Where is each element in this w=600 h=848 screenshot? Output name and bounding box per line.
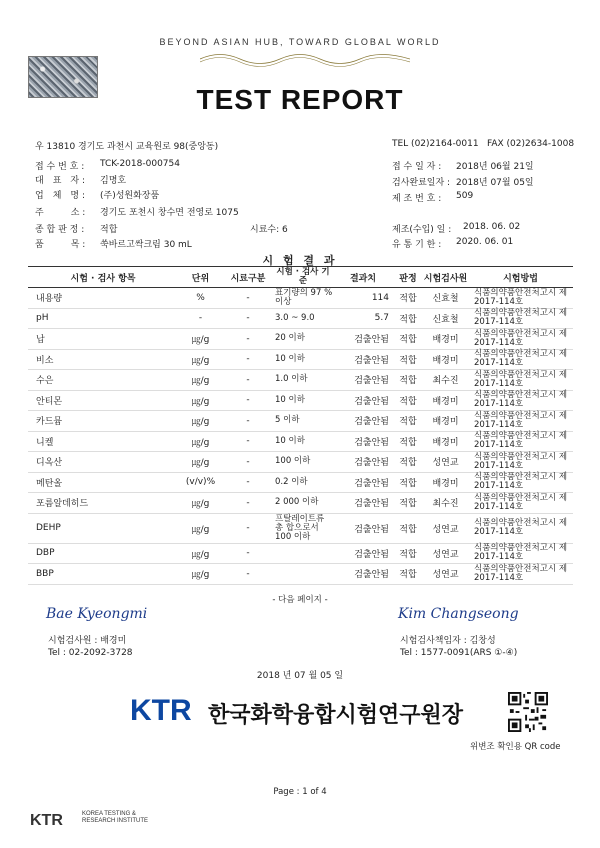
result-method: 식품의약품안전처고시 제2017-114호 <box>468 411 573 432</box>
result-unit: ㎍/g <box>178 349 223 370</box>
result-tester: 성연교 <box>423 452 468 473</box>
result-tester: 성연교 <box>423 513 468 543</box>
mfg-no-value: 509 <box>456 191 474 201</box>
institute-name: 한국화학융합시험연구원장 <box>208 703 464 728</box>
address-label: 주 소 : <box>35 208 86 218</box>
result-unit: ㎍/g <box>178 370 223 391</box>
result-unit: ㎍/g <box>178 390 223 411</box>
result-value: 검출안됨 <box>333 431 393 452</box>
product-label: 품 목 : <box>35 240 86 250</box>
result-method: 식품의약품안전처고시 제2017-114호 <box>468 288 573 309</box>
result-standard: 2 000 이하 <box>273 493 333 514</box>
page-number: Page : 1 of 4 <box>273 787 327 797</box>
judge-value: 적합 <box>100 225 118 235</box>
result-method: 식품의약품안전처고시 제2017-114호 <box>468 513 573 543</box>
result-judge: 적합 <box>393 452 423 473</box>
result-method: 식품의약품안전처고시 제2017-114호 <box>468 452 573 473</box>
result-tester: 배경미 <box>423 390 468 411</box>
qr-code-icon <box>508 692 548 732</box>
result-standard: 3.0 ~ 9.0 <box>273 308 333 329</box>
result-judge: 적합 <box>393 288 423 309</box>
result-judge: 적합 <box>393 493 423 514</box>
result-method: 식품의약품안전처고시 제2017-114호 <box>468 390 573 411</box>
result-value: 검출안됨 <box>333 349 393 370</box>
result-method: 식품의약품안전처고시 제2017-114호 <box>468 370 573 391</box>
table-row <box>28 513 573 543</box>
result-tester: 배경미 <box>423 472 468 493</box>
footer-ktr-logo: KTR <box>30 812 63 829</box>
table-row <box>28 431 573 452</box>
next-page-note: - 다음 페이지 - <box>272 595 328 605</box>
company-label: 업 체 명 : <box>35 191 85 201</box>
result-value: 검출안됨 <box>333 493 393 514</box>
result-method: 식품의약품안전처고시 제2017-114호 <box>468 349 573 370</box>
result-value: 검출안됨 <box>333 513 393 543</box>
col-method: 시험방법 <box>468 267 573 288</box>
swirl-decoration <box>200 50 410 68</box>
result-method: 식품의약품안전처고시 제2017-114호 <box>468 308 573 329</box>
result-item: 비소 <box>28 349 178 370</box>
col-tester: 시험검사원 <box>423 267 468 288</box>
col-judge: 판정 <box>393 267 423 288</box>
expiry-value: 2020. 06. 01 <box>456 237 514 247</box>
result-sample: - <box>223 329 273 350</box>
table-row <box>28 349 573 370</box>
result-standard: 100 이하 <box>273 452 333 473</box>
result-standard <box>273 564 333 585</box>
result-tester: 신효철 <box>423 288 468 309</box>
result-sample: - <box>223 370 273 391</box>
result-judge: 적합 <box>393 513 423 543</box>
result-item: pH <box>28 308 178 329</box>
result-standard: 프탈레이트류 총 합으로서 100 이하 <box>273 513 333 543</box>
result-method: 식품의약품안전처고시 제2017-114호 <box>468 472 573 493</box>
mfg-date-label: 제조(수입) 일 : <box>392 225 452 235</box>
issue-date: 2018 년 07 월 05 일 <box>256 671 344 681</box>
col-unit: 단위 <box>178 267 223 288</box>
done-date-label: 검사완료일자 : <box>392 178 451 188</box>
result-item: DBP <box>28 543 178 564</box>
address-value: 경기도 포천시 창수면 전영로 1075 <box>100 208 239 218</box>
result-item: BBP <box>28 564 178 585</box>
mfg-no-label: 제 조 번 호 : <box>392 194 442 204</box>
result-tester: 신효철 <box>423 308 468 329</box>
result-method: 식품의약품안전처고시 제2017-114호 <box>468 543 573 564</box>
result-item: 안티몬 <box>28 390 178 411</box>
result-item: DEHP <box>28 513 178 543</box>
result-judge: 적합 <box>393 472 423 493</box>
result-item: 포름알데히드 <box>28 493 178 514</box>
result-sample: - <box>223 452 273 473</box>
table-row <box>28 308 573 329</box>
result-value: 검출안됨 <box>333 370 393 391</box>
result-standard: 10 이하 <box>273 390 333 411</box>
footer-name-line-1: KOREA TESTING & <box>82 811 136 817</box>
receipt-value: TCK-2018-000754 <box>100 159 180 169</box>
result-judge: 적합 <box>393 390 423 411</box>
result-tester: 배경미 <box>423 411 468 432</box>
result-tester: 성연교 <box>423 543 468 564</box>
result-standard: 0.2 이하 <box>273 472 333 493</box>
result-judge: 적합 <box>393 370 423 391</box>
result-tester: 배경미 <box>423 329 468 350</box>
footer-name-line-2: RESEARCH INSTITUTE <box>82 818 149 824</box>
result-judge: 적합 <box>393 543 423 564</box>
company-value: (주)성원화장품 <box>100 191 160 201</box>
table-row <box>28 472 573 493</box>
result-unit: (v/v)% <box>178 472 223 493</box>
result-item: 수은 <box>28 370 178 391</box>
table-row <box>28 288 573 309</box>
result-tester: 최수진 <box>423 370 468 391</box>
result-unit: ㎍/g <box>178 431 223 452</box>
result-method: 식품의약품안전처고시 제2017-114호 <box>468 564 573 585</box>
result-judge: 적합 <box>393 349 423 370</box>
result-sample: - <box>223 513 273 543</box>
result-item: 메탄올 <box>28 472 178 493</box>
tester-role: 시험검사원 : 배경미 <box>48 636 127 646</box>
result-judge: 적합 <box>393 564 423 585</box>
result-unit: ㎍/g <box>178 564 223 585</box>
lab-tel: TEL (02)2164-0011 <box>392 139 479 149</box>
result-sample: - <box>223 308 273 329</box>
result-sample: - <box>223 543 273 564</box>
lab-address: 우 13810 경기도 과천시 교육원로 98(중앙동) <box>35 142 219 152</box>
rep-value: 김명호 <box>100 176 127 186</box>
result-standard: 20 이하 <box>273 329 333 350</box>
result-judge: 적합 <box>393 329 423 350</box>
result-value: 검출안됨 <box>333 329 393 350</box>
result-unit: ㎍/g <box>178 543 223 564</box>
result-tester: 최수진 <box>423 493 468 514</box>
result-unit: - <box>178 308 223 329</box>
recv-date-label: 접 수 일 자 : <box>392 162 442 172</box>
result-value: 114 <box>333 288 393 309</box>
mfg-date-value: 2018. 06. 02 <box>463 222 521 232</box>
slogan: BEYOND ASIAN HUB, TOWARD GLOBAL WORLD <box>159 37 441 47</box>
table-row <box>28 543 573 564</box>
result-unit: ㎍/g <box>178 493 223 514</box>
col-item: 시험 · 검사 항목 <box>28 267 178 288</box>
result-value: 검출안됨 <box>333 543 393 564</box>
table-row <box>28 390 573 411</box>
result-sample: - <box>223 472 273 493</box>
product-value: 쑥바르고싹크림 30 mL <box>100 240 192 250</box>
sample-count: 시료수: 6 <box>250 225 288 235</box>
result-method: 식품의약품안전처고시 제2017-114호 <box>468 493 573 514</box>
rep-label: 대 표 자 : <box>35 176 85 186</box>
result-tester: 배경미 <box>423 349 468 370</box>
manager-tel: Tel : 1577-0091(ARS ①-④) <box>400 648 518 658</box>
col-sample: 시료구분 <box>223 267 273 288</box>
result-value: 검출안됨 <box>333 390 393 411</box>
result-unit: ㎍/g <box>178 411 223 432</box>
result-sample: - <box>223 564 273 585</box>
result-judge: 적합 <box>393 308 423 329</box>
result-item: 내용량 <box>28 288 178 309</box>
result-item: 납 <box>28 329 178 350</box>
result-judge: 적합 <box>393 411 423 432</box>
results-table <box>28 266 573 585</box>
result-item: 카드뮴 <box>28 411 178 432</box>
result-standard: 10 이하 <box>273 349 333 370</box>
table-row <box>28 452 573 473</box>
result-item: 디옥산 <box>28 452 178 473</box>
signature-left: Bae Kyeongmi <box>46 606 148 622</box>
table-row <box>28 493 573 514</box>
result-item: 니켈 <box>28 431 178 452</box>
qr-label: 위변조 확인용 QR code <box>470 742 561 752</box>
result-tester: 성연교 <box>423 564 468 585</box>
expiry-label: 유 통 기 한 : <box>392 240 442 250</box>
result-value: 5.7 <box>333 308 393 329</box>
result-standard: 표기량의 97 % 이상 <box>275 287 333 307</box>
results-title: 시 험 결 과 <box>262 254 338 267</box>
table-row <box>28 411 573 432</box>
result-sample: - <box>223 288 273 309</box>
result-standard: 1.0 이하 <box>273 370 333 391</box>
report-title: TEST REPORT <box>196 84 404 115</box>
result-unit: ㎍/g <box>178 513 223 543</box>
recv-date-value: 2018년 06월 21일 <box>456 162 534 172</box>
result-method: 식품의약품안전처고시 제2017-114호 <box>468 329 573 350</box>
result-value: 검출안됨 <box>333 472 393 493</box>
result-sample: - <box>223 431 273 452</box>
judge-label: 종 합 판 정 : <box>35 225 85 235</box>
result-unit: ㎍/g <box>178 452 223 473</box>
manager-role: 시험검사책임자 : 김창성 <box>400 636 496 646</box>
result-sample: - <box>223 411 273 432</box>
table-header-row <box>28 267 573 288</box>
table-row <box>28 329 573 350</box>
signature-right: Kim Changseong <box>398 606 519 622</box>
result-judge: 적합 <box>393 431 423 452</box>
result-standard: 10 이하 <box>273 431 333 452</box>
result-method: 식품의약품안전처고시 제2017-114호 <box>468 431 573 452</box>
result-unit: ㎍/g <box>178 329 223 350</box>
result-standard <box>273 543 333 564</box>
receipt-label: 접 수 번 호 : <box>35 162 85 172</box>
result-sample: - <box>223 390 273 411</box>
table-row <box>28 370 573 391</box>
table-row <box>28 564 573 585</box>
col-standard: 시험 · 검사 기준 <box>273 267 333 288</box>
result-value: 검출안됨 <box>333 452 393 473</box>
result-sample: - <box>223 349 273 370</box>
result-value: 검출안됨 <box>333 411 393 432</box>
ktr-logo: KTR <box>130 694 192 727</box>
col-result: 결과치 <box>333 267 393 288</box>
result-sample: - <box>223 493 273 514</box>
lab-fax: FAX (02)2634-1008 <box>487 139 575 149</box>
result-tester: 배경미 <box>423 431 468 452</box>
done-date-value: 2018년 07월 05일 <box>456 178 534 188</box>
result-unit: % <box>178 288 223 309</box>
footer-institute-name <box>82 811 148 825</box>
tester-tel: Tel : 02-2092-3728 <box>48 648 133 658</box>
result-value: 검출안됨 <box>333 564 393 585</box>
result-standard: 5 이하 <box>273 411 333 432</box>
